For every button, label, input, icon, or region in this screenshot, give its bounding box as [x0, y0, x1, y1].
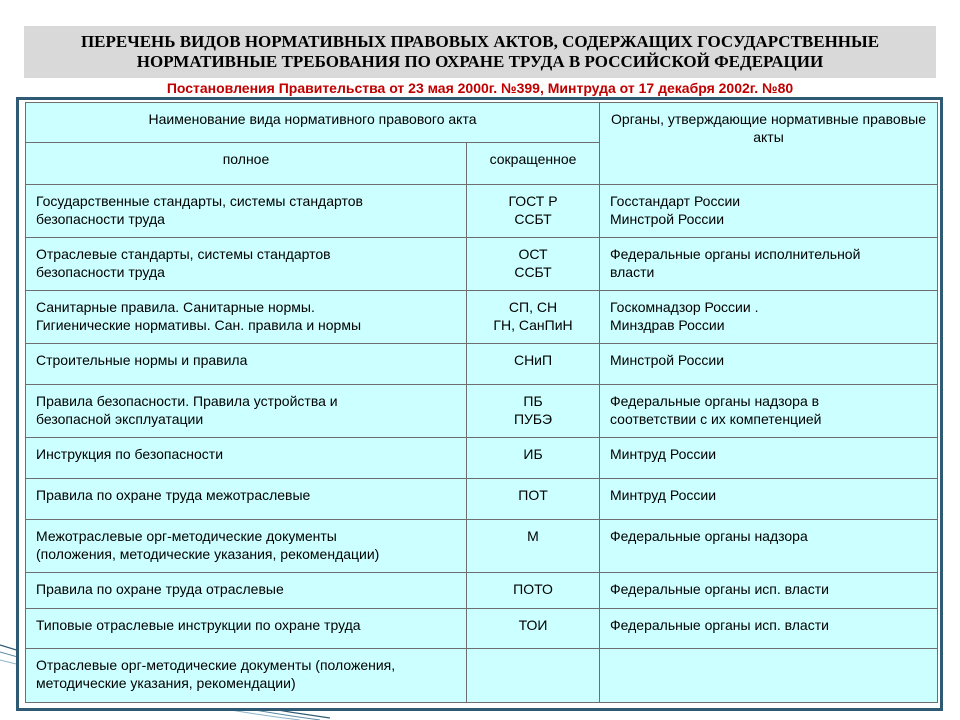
cell-approving-body — [600, 344, 938, 385]
cell-approving-body — [600, 238, 938, 291]
cell-short-name-line: ТОИ — [518, 617, 548, 633]
cell-short-name-line: ПОТ — [518, 487, 548, 503]
cell-full-name — [26, 479, 467, 520]
cell-full-name-line: безопасности труда — [36, 211, 165, 227]
cell-approving-body — [600, 385, 938, 438]
cell-short-name-line: СП, СН — [508, 299, 558, 315]
cell-full-name — [26, 438, 467, 479]
cell-approving-body-line: Минстрой России — [610, 211, 725, 227]
cell-full-name-line: Отраслевые стандарты, системы стандартов — [36, 246, 331, 262]
cell-short-name-line: ССБТ — [514, 264, 552, 280]
cell-full-name — [26, 238, 467, 291]
cell-full-name-line: методические указания, рекомендации) — [36, 675, 296, 691]
cell-full-name-line: Типовые отраслевые инструкции по охране труда — [36, 617, 361, 633]
cell-approving-body-line: Минтруд России — [610, 487, 717, 503]
cell-full-name-line: Инструкция по безопасности — [36, 446, 224, 462]
table-row — [26, 649, 938, 703]
cell-approving-body-line: Минздрав России — [610, 317, 725, 333]
slide-title-line-2: НОРМАТИВНЫЕ ТРЕБОВАНИЯ ПО ОХРАНЕ ТРУДА В РОССИЙСКОЙ ФЕДЕРАЦИИ — [136, 52, 824, 71]
cell-approving-body — [600, 185, 938, 238]
cell-full-name-line: Правила безопасности. Правила устройства и — [36, 393, 338, 409]
slide-title-line-1: ПЕРЕЧЕНЬ ВИДОВ НОРМАТИВНЫХ ПРАВОВЫХ АКТОВ, СОДЕРЖАЩИХ ГОСУДАРСТВЕННЫЕ — [80, 32, 880, 51]
cell-approving-body — [600, 649, 938, 703]
cell-approving-body-line: Федеральные органы надзора — [610, 528, 808, 544]
cell-approving-body-line: соответствии с их компетенцией — [610, 411, 822, 427]
table-row — [26, 479, 938, 520]
cell-full-name-line: Санитарные правила. Санитарные нормы. — [36, 299, 315, 315]
cell-short-name-line: ОСТ — [518, 246, 548, 262]
cell-short-name-line: М — [527, 528, 539, 544]
acts-table — [25, 102, 938, 703]
cell-short-name — [467, 344, 600, 385]
table-row — [26, 609, 938, 649]
cell-approving-body-line: Минстрой России — [610, 352, 725, 368]
header-name-column: Наименование вида нормативного правового акта — [26, 103, 600, 143]
cell-approving-body-line: Федеральные органы надзора в — [610, 393, 820, 409]
cell-short-name — [467, 238, 600, 291]
cell-short-name — [467, 649, 600, 703]
cell-approving-body-line: Госкомнадзор России . — [610, 299, 759, 315]
cell-full-name-line: безопасности труда — [36, 264, 165, 280]
cell-full-name-line: безопасной эксплуатации — [36, 411, 204, 427]
cell-full-name — [26, 573, 467, 609]
cell-short-name-line: ПБ — [523, 393, 543, 409]
cell-short-name — [467, 573, 600, 609]
slide-title-box — [24, 26, 936, 78]
cell-short-name — [467, 479, 600, 520]
header-bodies-column: Органы, утверждающие нормативные правовые акты — [600, 103, 938, 185]
cell-full-name-line: (положения, методические указания, рекомендации) — [36, 546, 380, 562]
cell-full-name — [26, 291, 467, 344]
cell-short-name-line: ИБ — [523, 446, 543, 462]
cell-approving-body-line: Федеральные органы исп. власти — [610, 581, 829, 597]
cell-approving-body-line: Госстандарт России — [610, 193, 741, 209]
cell-full-name — [26, 520, 467, 573]
table-row — [26, 344, 938, 385]
cell-short-name — [467, 385, 600, 438]
cell-short-name — [467, 438, 600, 479]
cell-approving-body-line: Минтруд России — [610, 446, 717, 462]
cell-short-name-line: ССБТ — [514, 211, 552, 227]
cell-approving-body — [600, 520, 938, 573]
cell-short-name-line: СНиП — [513, 352, 553, 368]
table-row — [26, 185, 938, 238]
cell-approving-body — [600, 438, 938, 479]
cell-approving-body — [600, 573, 938, 609]
cell-approving-body — [600, 609, 938, 649]
header-short: сокращенное — [467, 143, 600, 185]
table-header-row — [26, 103, 938, 143]
cell-short-name — [467, 609, 600, 649]
cell-short-name — [467, 520, 600, 573]
table-row — [26, 291, 938, 344]
cell-short-name — [467, 291, 600, 344]
cell-full-name — [26, 385, 467, 438]
cell-short-name-line: ГН, СанПиН — [493, 317, 573, 333]
cell-full-name-line: Строительные нормы и правила — [36, 352, 248, 368]
cell-full-name — [26, 344, 467, 385]
cell-full-name — [26, 649, 467, 703]
slide-subtitle: Постановления Правительства от 23 мая 2000г. №399, Минтруда от 17 декабря 2002г. №80 — [166, 80, 794, 96]
table-row — [26, 573, 938, 609]
cell-full-name-line: Государственные стандарты, системы стандартов — [36, 193, 363, 209]
cell-full-name-line: Отраслевые орг-методические документы (положения, — [36, 657, 396, 673]
cell-short-name-line: ПОТО — [513, 581, 553, 597]
cell-short-name — [467, 185, 600, 238]
cell-approving-body — [600, 479, 938, 520]
header-full: полное — [26, 143, 467, 185]
cell-approving-body-line: Федеральные органы исполнительной — [610, 246, 861, 262]
cell-short-name-line: ГОСТ Р — [508, 193, 558, 209]
table-row — [26, 438, 938, 479]
cell-full-name — [26, 609, 467, 649]
cell-full-name-line: Межотраслевые орг-методические документы — [36, 528, 337, 544]
table-row — [26, 385, 938, 438]
cell-full-name — [26, 185, 467, 238]
cell-full-name-line: Правила по охране труда отраслевые — [36, 581, 284, 597]
table-row — [26, 238, 938, 291]
cell-full-name-line: Гигиенические нормативы. Сан. правила и нормы — [36, 317, 362, 333]
cell-full-name-line: Правила по охране труда межотраслевые — [36, 487, 311, 503]
cell-approving-body — [600, 291, 938, 344]
cell-approving-body-line: власти — [610, 264, 655, 280]
cell-approving-body-line: Федеральные органы исп. власти — [610, 617, 829, 633]
cell-short-name-line: ПУБЭ — [513, 411, 553, 427]
table-row — [26, 520, 938, 573]
